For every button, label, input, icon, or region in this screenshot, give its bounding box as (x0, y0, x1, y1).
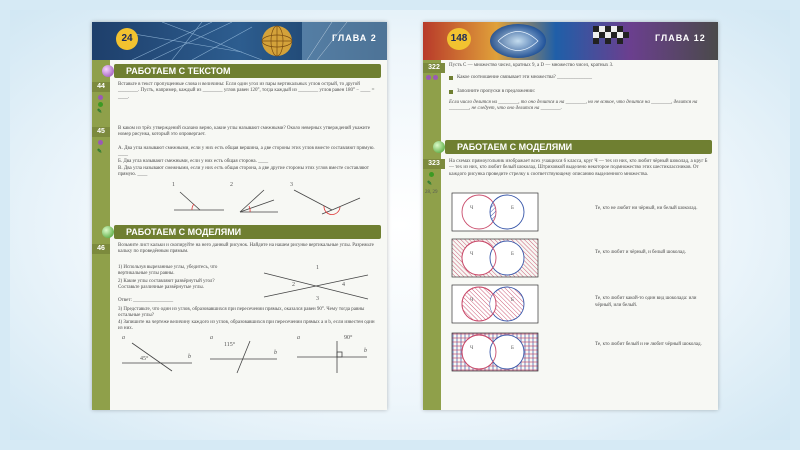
circle-label-ch: Ч (470, 346, 474, 351)
line-label-b: b (188, 354, 191, 360)
angle-value: 45° (140, 356, 149, 362)
task-46-item-2: 2) Какие углы составляют развёрнутый угол? Составьте различные развёрнутые углы. (118, 279, 215, 291)
circle-label-b: Б (511, 346, 514, 351)
venn-caption-1: Те, кто не любит ни чёрный, ни белый шоколад. (595, 206, 698, 211)
task-46-item-4: 4) Запишите на чертеже величину каждого из углов, образовавшихся при пересечении прямых a и b, если известен один из них. (118, 320, 375, 332)
task-46-answer: Ответ: ________________ (118, 298, 174, 303)
section-bullet-icon (433, 141, 445, 153)
square-bullet-icon (449, 90, 453, 94)
difficulty-dot-icon (433, 75, 438, 80)
venn-diagram-1 (452, 193, 538, 231)
level-dot-icon (98, 102, 103, 107)
page-header-banner (92, 22, 387, 60)
task-323-text: На схемах прямоугольник изображает всех учащихся 6 класса, круг Ч — тех из них, кто любит чёрный шоколад, а круг Б — тех из них, кто любит белый шоколад. Штриховкой выделено некоторое подмножество этих шестиклассников. От каждого рисунка проведите стрелку к соответствующему описанию выделенного множества. (449, 159, 708, 177)
chapter-title: ГЛАВА 2 (332, 33, 377, 43)
task-44-text: Вставьте в текст пропущенные слова и величины: Если один угол из пары вертикальных углов острый, то другой ________. Пусть, например, каждый из ________ углов равен 120°, тогда каждый из ________ углов равен 180° − ____ = ____. (118, 82, 375, 100)
circle-label-ch: Ч (470, 298, 474, 303)
task-45-text: В каком из трёх утверждений сказано верно, какие углы называют смежными? Около неверных утверждений укажите номер рисунка, который это опровергает. (118, 126, 370, 138)
difficulty-dot-icon (426, 75, 431, 80)
line-label-a: a (122, 335, 125, 341)
task-45-option-c: В. Два угла называют смежными, если у них есть общая сторона, а две другие стороны этих углов вместе составляют прямую. ____ (118, 166, 369, 178)
line-label-a: a (210, 335, 213, 341)
task-322-question: Какое соотношение связывает эти множества? ______________ (457, 75, 593, 80)
textbook-page-left (92, 22, 387, 410)
figure-label-2: 2 (230, 182, 233, 188)
task-45-figures (92, 180, 387, 220)
margin-strip (423, 60, 441, 410)
section-header-models (445, 140, 712, 154)
section-header-text (114, 64, 381, 78)
difficulty-dot-icon (98, 95, 103, 100)
angle-label-2: 2 (292, 282, 295, 288)
venn-caption-3: Те, кто любит какой-то один вид шоколада: или чёрный, или белый. (595, 296, 697, 308)
venn-diagram-4 (452, 333, 538, 371)
task-46-item-1: 1) Используя вырезанные углы, убедитесь, что вертикальные углы равны. (118, 265, 218, 277)
textbook-page-right (423, 22, 718, 410)
circle-label-ch: Ч (470, 206, 474, 211)
level-dot-icon (429, 172, 434, 177)
angle-label-3: 3 (316, 296, 319, 302)
circle-label-b: Б (511, 252, 514, 257)
circle-label-b: Б (511, 298, 514, 303)
task-322-sentence: Если число делится на ________, то оно делится и на ________, но не всякое, что делится на ________, делится на ________, не следует, что оно делится на ________. (449, 100, 698, 112)
circle-label-ch: Ч (470, 252, 474, 257)
section-title: РАБОТАЕМ С МОДЕЛЯМИ (457, 142, 573, 152)
pencil-icon: ✎ (97, 109, 103, 115)
venn-diagrams (451, 192, 541, 382)
figure-label-3: 3 (290, 182, 293, 188)
line-label-b: b (274, 350, 277, 356)
angle-label-4: 4 (342, 282, 345, 288)
venn-caption-4: Те, кто любит белый и не любит чёрный шоколад. (595, 342, 702, 347)
task-number-45: 45 (92, 127, 110, 137)
task-45-option-b: Б. Два угла называют смежными, если у них есть общая сторона. ____ (118, 159, 269, 164)
page-header-banner (423, 22, 718, 60)
task-number-322: 322 (423, 63, 445, 73)
difficulty-dot-icon (98, 140, 103, 145)
pencil-icon: ✎ (97, 149, 103, 155)
page-number: 24 (116, 28, 138, 50)
task-323-refs: 28, 29 (425, 190, 438, 195)
angle-value: 115° (224, 342, 236, 348)
task-46-intro: Возьмите лист кальки и скопируйте на него данный рисунок. Найдите на нашем рисунке вертикальные углы. Разрежьте кальку по проведённым прямым. (118, 243, 374, 255)
line-label-b: b (364, 348, 367, 354)
circle-label-b: Б (511, 206, 514, 211)
section-title: РАБОТАЕМ С ТЕКСТОМ (126, 66, 231, 76)
angle-label-1: 1 (316, 265, 319, 271)
task-number-44: 44 (92, 82, 110, 92)
section-bullet-icon (102, 65, 114, 77)
task-46-item-3: 3) Представьте, что один из углов, образовавшихся при пересечении прямых, оказался равен 90°. Чему тогда равны остальные углы? (118, 307, 365, 319)
task-322-prompt: Заполните пропуски в предложении: (457, 89, 536, 94)
task-number-323: 323 (423, 159, 445, 169)
task-322-text: Пусть C — множество чисел, кратных 9, а D — множество чисел, кратных 3. (449, 63, 614, 68)
page-number: 148 (447, 28, 471, 50)
figure-label-1: 1 (172, 182, 175, 188)
square-bullet-icon (449, 76, 453, 80)
section-bullet-icon (102, 226, 114, 238)
task-45-option-a: А. Два угла называют смежными, если у них есть общая вершина, а две стороны этих углов вместе составляют прямую. ____ (118, 146, 375, 158)
venn-caption-2: Те, кто любит и чёрный, и белый шоколад. (595, 250, 686, 255)
venn-diagram-2 (452, 239, 538, 277)
chapter-title: ГЛАВА 12 (655, 33, 706, 43)
pencil-icon: ✎ (427, 181, 433, 187)
line-label-a: a (297, 335, 300, 341)
task-number-46: 46 (92, 244, 110, 254)
section-header-models (114, 225, 381, 239)
task-46-angle-figures (92, 335, 387, 375)
venn-diagram-3 (452, 285, 538, 323)
section-title: РАБОТАЕМ С МОДЕЛЯМИ (126, 227, 242, 237)
angle-value: 90° (344, 335, 353, 341)
